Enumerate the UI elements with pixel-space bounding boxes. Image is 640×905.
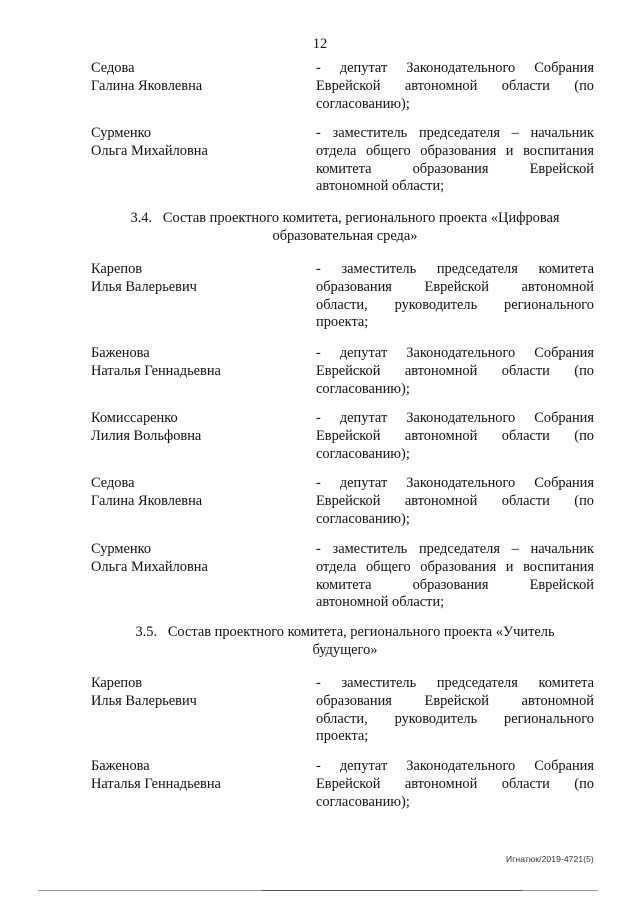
role-line: согласованию); [316, 793, 410, 810]
member-surname: Баженова [91, 345, 150, 361]
role-line: - депутат Законодательного Собрания [316, 475, 594, 491]
member-given-name: Ольга Михайловна [91, 142, 208, 159]
member-role [316, 345, 594, 398]
role-line: - депутат Законодательного Собрания [316, 345, 594, 361]
member-role [316, 60, 594, 113]
member-role [316, 541, 594, 612]
role-line: образования Еврейской автономной [316, 692, 594, 709]
member-name [91, 475, 301, 511]
member-given-name: Ольга Михайловна [91, 558, 208, 575]
role-line: Еврейской автономной области (по [316, 77, 594, 94]
role-line: отдела общего образования и воспитания [316, 558, 594, 575]
member-surname: Карепов [91, 261, 143, 277]
member-given-name: Наталья Геннадьевна [91, 775, 221, 792]
member-name [91, 410, 301, 446]
role-line: автономной области; [316, 178, 445, 195]
role-line: согласованию); [316, 95, 410, 112]
role-line: - заместитель председателя – начальник [316, 125, 594, 141]
member-role [316, 475, 594, 528]
role-line: - заместитель председателя – начальник [316, 541, 594, 557]
member-role [316, 261, 594, 332]
role-line: комитета образования Еврейской [316, 576, 594, 593]
role-line: - депутат Законодательного Собрания [316, 758, 594, 774]
heading-line: 3.4. Состав проектного комитета, регионального проекта «Цифровая [130, 210, 560, 226]
member-name [91, 345, 301, 381]
member-surname: Сурменко [91, 541, 152, 557]
member-given-name: Галина Яковлевна [91, 77, 203, 94]
member-role [316, 410, 594, 463]
member-surname: Седова [91, 60, 135, 76]
member-surname: Сурменко [91, 125, 152, 141]
member-role [316, 675, 594, 746]
member-given-name: Илья Валерьевич [91, 692, 197, 709]
role-line: области, руководитель регионального [316, 710, 594, 727]
heading-line: образовательная среда» [272, 227, 418, 244]
role-line: Еврейской автономной области (по [316, 492, 594, 509]
member-role [316, 758, 594, 811]
member-name [91, 60, 301, 96]
member-name [91, 758, 301, 794]
role-line: согласованию); [316, 445, 410, 462]
member-name [91, 541, 301, 577]
heading-line: будущего» [312, 641, 378, 658]
role-line: согласованию); [316, 510, 410, 527]
section-heading-3-5 [90, 624, 600, 660]
page-number: 12 [312, 36, 328, 52]
role-line: автономной области; [316, 594, 445, 611]
member-name [91, 675, 301, 711]
member-given-name: Галина Яковлевна [91, 492, 203, 509]
role-line: - заместитель председателя комитета [316, 261, 594, 277]
member-surname: Карепов [91, 675, 143, 691]
role-line: отдела общего образования и воспитания [316, 142, 594, 159]
role-line: Еврейской автономной области (по [316, 427, 594, 444]
role-line: образования Еврейской автономной [316, 278, 594, 295]
role-line: - депутат Законодательного Собрания [316, 410, 594, 426]
bottom-rule-dark [262, 890, 522, 891]
role-line: области, руководитель регионального [316, 296, 594, 313]
heading-line: 3.5. Состав проектного комитета, регионального проекта «Учитель [135, 624, 555, 640]
member-name [91, 261, 301, 297]
member-given-name: Наталья Геннадьевна [91, 362, 221, 379]
role-line: проекта; [316, 728, 369, 745]
member-name [91, 125, 301, 161]
member-surname: Седова [91, 475, 135, 491]
role-line: - депутат Законодательного Собрания [316, 60, 594, 76]
member-given-name: Лилия Вольфовна [91, 427, 202, 444]
role-line: комитета образования Еврейской [316, 160, 594, 177]
role-line: проекта; [316, 314, 369, 331]
document-code: Игнатюк/2019-4721(5) [506, 854, 594, 864]
role-line: согласованию); [316, 380, 410, 397]
member-surname: Баженова [91, 758, 150, 774]
member-surname: Комиссаренко [91, 410, 178, 426]
member-given-name: Илья Валерьевич [91, 278, 197, 295]
role-line: Еврейской автономной области (по [316, 775, 594, 792]
section-heading-3-4 [90, 210, 600, 246]
role-line: Еврейской автономной области (по [316, 362, 594, 379]
role-line: - заместитель председателя комитета [316, 675, 594, 691]
member-role [316, 125, 594, 196]
